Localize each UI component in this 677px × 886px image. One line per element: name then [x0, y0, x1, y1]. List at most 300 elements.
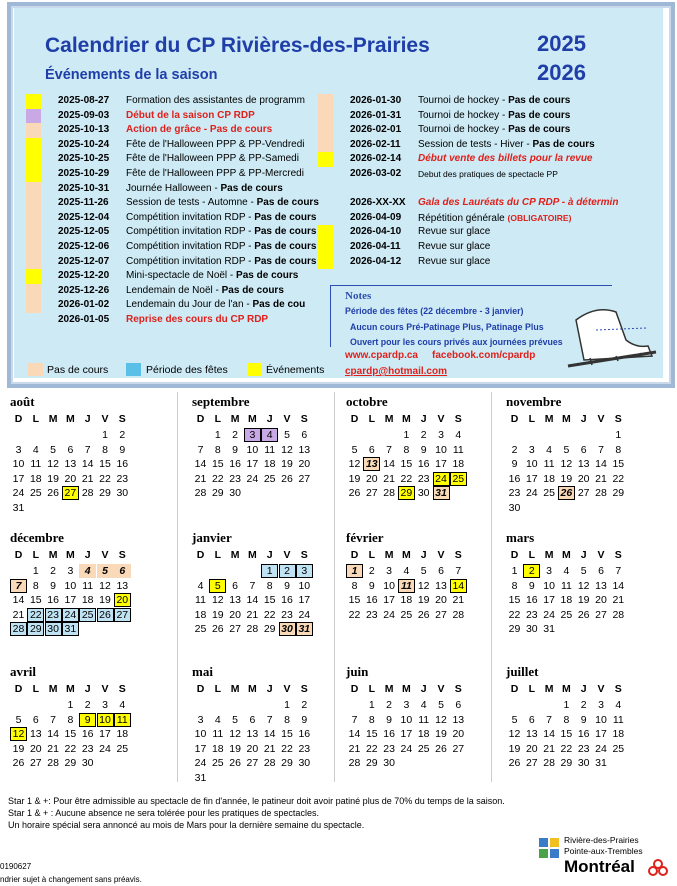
day-cell: 9: [232, 443, 239, 456]
weekday-header: S: [300, 413, 308, 425]
day-cell: 15: [348, 594, 361, 607]
day-cell: 15: [560, 728, 573, 741]
legend-holidays: Période des fêtes: [146, 364, 228, 376]
day-cell: 6: [438, 565, 444, 577]
day-cell: 31: [433, 486, 450, 500]
day-cell: 6: [232, 579, 239, 592]
day-cell: 13: [29, 728, 42, 741]
day-cell: 11: [114, 713, 131, 727]
day-cell: 24: [12, 487, 25, 500]
event-marker: [26, 211, 41, 226]
day-cell: 4: [79, 564, 96, 578]
event-marker: [318, 211, 333, 226]
event-no-class-note: Pas de cours: [254, 255, 317, 267]
weekday-header: M: [402, 413, 411, 425]
event-row: [318, 182, 628, 197]
day-cell: 28: [612, 608, 625, 621]
day-cell: 16: [81, 728, 94, 741]
day-cell: 5: [511, 713, 518, 726]
event-no-class-note: Pas de cou: [252, 299, 306, 311]
event-text: Formation des assistantes de programm: [126, 95, 305, 106]
weekday-header: V: [283, 549, 291, 561]
day-cell: 11: [543, 458, 555, 471]
facebook-link[interactable]: facebook.com/cpardp: [432, 350, 536, 361]
weekday-header: V: [101, 549, 109, 561]
day-cell: 22: [27, 608, 44, 622]
weekday-header: D: [510, 549, 519, 561]
day-cell: 21: [452, 594, 465, 607]
year-end: 2026: [537, 60, 586, 85]
event-date: 2026-04-10: [350, 226, 402, 238]
day-cell: 21: [81, 472, 94, 485]
weekday-header: M: [48, 413, 58, 425]
day-cell: 2: [386, 699, 393, 711]
day-cell: 6: [580, 443, 587, 456]
weekday-header: M: [562, 549, 571, 561]
day-cell: 12: [47, 458, 59, 471]
day-cell: 22: [281, 742, 293, 755]
day-cell: 19: [99, 594, 111, 607]
event-no-class-note: Pas de cours: [254, 211, 317, 223]
event-row: [26, 182, 336, 197]
event-row: [26, 167, 336, 182]
day-cell: 10: [525, 458, 538, 471]
day-cell: 21: [12, 608, 25, 621]
day-cell: 8: [511, 579, 518, 592]
day-cell: 14: [263, 728, 276, 741]
day-cell: 6: [301, 429, 308, 441]
weekday-header: S: [454, 549, 462, 561]
event-row: [26, 284, 336, 299]
weekday-header: D: [196, 413, 205, 425]
day-cell: 14: [47, 728, 59, 741]
weekday-header: M: [66, 549, 75, 561]
day-cell: 3: [598, 699, 604, 711]
day-cell: 19: [577, 594, 590, 607]
event-marker: [318, 225, 333, 240]
day-cell: 18: [116, 728, 129, 741]
day-cell: 30: [383, 757, 395, 770]
event-marker: [26, 313, 41, 328]
day-cell: 29: [612, 487, 625, 500]
footer-note-3: Un horaire spécial sera annoncé au mois de Mars pour la dernière semaine du spectacle.: [8, 820, 365, 830]
day-cell: 27: [229, 623, 241, 636]
day-cell: 4: [119, 699, 126, 711]
day-cell: 30: [81, 757, 94, 770]
day-cell: 27: [435, 608, 447, 621]
day-cell: 3: [15, 443, 22, 456]
day-cell: 11: [212, 728, 224, 741]
day-cell: 2: [580, 699, 587, 711]
day-cell: 28: [81, 487, 94, 500]
day-cell: 20: [29, 742, 42, 755]
legend-swatch-holidays: [126, 363, 141, 376]
day-cell: 2: [420, 429, 427, 441]
event-row: [26, 94, 336, 109]
event-description: [126, 298, 326, 313]
event-date: 2026-02-14: [350, 153, 402, 165]
day-cell: 27: [365, 487, 378, 500]
day-cell: 22: [64, 742, 77, 755]
day-cell: 26: [281, 472, 293, 485]
weekday-header: M: [562, 413, 571, 425]
day-cell: 25: [263, 472, 276, 485]
day-cell: 15: [508, 594, 521, 607]
weekday-header: S: [614, 683, 622, 695]
event-text: Répétition générale: [418, 212, 508, 224]
day-cell: 11: [264, 443, 276, 456]
day-cell: 13: [452, 713, 465, 726]
day-cell: 9: [50, 579, 57, 592]
day-cell: 1: [67, 699, 74, 711]
day-cell: 30: [229, 487, 241, 500]
day-cell: 5: [580, 565, 587, 577]
day-cell: 18: [263, 458, 276, 471]
day-cell: 16: [281, 594, 293, 607]
day-cell: 25: [543, 487, 555, 500]
day-cell: 7: [455, 565, 462, 577]
weekday-header: L: [214, 413, 221, 425]
event-date: 2025-12-06: [58, 240, 110, 252]
day-cell: 11: [452, 443, 464, 456]
event-text: Journée Halloween -: [126, 182, 221, 194]
day-cell: 21: [348, 742, 361, 755]
day-cell: 5: [15, 713, 22, 726]
event-mandatory-note: (OBLIGATOIRE): [507, 212, 572, 223]
day-cell: 7: [50, 713, 57, 726]
footer-code: 0190627: [0, 862, 32, 871]
event-description: [126, 123, 326, 138]
day-cell: 23: [116, 472, 129, 485]
weekday-header: M: [66, 683, 75, 695]
weekday-header: D: [510, 683, 519, 695]
event-text: Lendemain du Jour de l'an -: [126, 299, 253, 311]
day-cell: 19: [47, 472, 59, 485]
day-cell: 9: [79, 713, 96, 727]
day-cell: 7: [10, 579, 27, 593]
day-cell: 26: [417, 608, 430, 621]
event-marker: [26, 240, 41, 255]
day-cell: 20: [595, 594, 607, 607]
day-cell: 13: [595, 579, 607, 592]
event-date: 2026-01-05: [58, 313, 110, 325]
skate-icon: [556, 300, 666, 380]
event-no-class-note: Pas de cours: [532, 138, 595, 150]
event-no-class-note: Pas de cours: [508, 95, 571, 106]
day-cell: 16: [365, 594, 378, 607]
event-text: Gala des Lauréats du CP RDP - à détermin: [418, 197, 618, 209]
weekday-header: S: [118, 413, 126, 425]
day-cell: 2: [50, 565, 57, 577]
event-description: [126, 152, 326, 167]
website-link[interactable]: www.cpardp.ca: [345, 350, 418, 361]
day-cell: 23: [298, 742, 311, 755]
weekday-header: L: [368, 549, 375, 561]
event-marker: [26, 109, 41, 124]
weekday-header: S: [614, 413, 622, 425]
day-cell: 4: [214, 713, 221, 726]
day-cell: 8: [368, 713, 375, 726]
day-cell: 27: [525, 757, 538, 770]
event-marker: [318, 167, 333, 182]
day-cell: 30: [45, 622, 62, 636]
day-cell: 25: [417, 742, 430, 755]
day-cell: 22: [99, 472, 111, 485]
footer-note-1: Star 1 & +: Pour être admissible au spectacle de fin d'année, le patineur doit avoir patiné plus de 70% du temps de la saison.: [8, 796, 505, 806]
day-cell: 4: [197, 579, 204, 592]
event-date: 2025-12-05: [58, 226, 110, 238]
day-cell: 13: [64, 458, 77, 471]
logo-city: Montréal: [564, 857, 635, 876]
day-cell: 20: [114, 593, 131, 607]
event-date: 2026-04-11: [350, 240, 401, 252]
day-cell: 21: [383, 472, 395, 485]
weekday-header: D: [350, 549, 359, 561]
event-marker: [26, 182, 41, 197]
day-cell: 17: [383, 594, 395, 607]
day-cell: 9: [284, 579, 290, 592]
weekday-header: J: [84, 413, 91, 425]
weekday-header: J: [420, 549, 427, 561]
day-cell: 5: [284, 429, 290, 441]
day-cell: 9: [119, 443, 126, 456]
weekday-header: M: [384, 413, 394, 425]
day-cell: 16: [229, 458, 241, 471]
day-cell: 21: [246, 608, 259, 621]
event-description: [126, 94, 326, 109]
month-5: [192, 530, 342, 636]
event-text: Reprise des cours du CP RDP: [126, 313, 269, 325]
event-row: [318, 196, 628, 211]
day-cell: 27: [452, 742, 465, 755]
day-cell: 24: [383, 608, 395, 621]
day-cell: 1: [214, 429, 221, 441]
day-cell: 3: [102, 699, 108, 711]
event-row: [26, 109, 336, 124]
day-cell: 24: [62, 608, 79, 622]
day-cell: 20: [435, 594, 447, 607]
event-text: Tournoi de hockey -: [418, 124, 509, 136]
weekday-header: S: [300, 549, 308, 561]
event-description: [418, 240, 618, 255]
day-cell: 25: [116, 742, 129, 755]
day-cell: 17: [435, 458, 447, 471]
montreal-logo: [538, 835, 668, 880]
day-cell: 8: [615, 443, 622, 456]
day-cell: 30: [417, 487, 430, 500]
day-cell: 25: [450, 472, 467, 486]
day-cell: 13: [577, 458, 590, 471]
day-cell: 6: [249, 713, 256, 726]
month-0: [10, 394, 160, 514]
day-cell: 11: [612, 713, 624, 726]
day-cell: 17: [246, 458, 259, 471]
day-cell: 20: [365, 472, 378, 485]
day-cell: 7: [266, 713, 273, 726]
event-row: [26, 211, 336, 226]
day-cell: 28: [543, 757, 555, 770]
day-cell: 12: [508, 728, 521, 741]
event-date: 2025-09-03: [58, 109, 110, 121]
event-row: [318, 225, 628, 240]
day-cell: 6: [114, 564, 131, 578]
day-cell: 21: [595, 472, 607, 485]
day-cell: 31: [62, 622, 79, 636]
day-cell: 3: [403, 699, 410, 711]
day-cell: 17: [64, 594, 77, 607]
day-cell: 8: [403, 443, 410, 456]
month-3: [506, 394, 656, 514]
day-cell: 28: [10, 622, 27, 636]
weekday-header: J: [84, 549, 91, 561]
event-date: 2026-03-02: [350, 167, 402, 179]
event-description: [418, 225, 618, 240]
day-cell: 23: [45, 608, 62, 622]
event-marker: [26, 298, 41, 313]
event-description: [126, 182, 326, 197]
day-cell: 5: [209, 579, 226, 593]
day-cell: 18: [560, 594, 573, 607]
day-cell: 24: [595, 742, 607, 755]
day-cell: 2: [84, 699, 91, 711]
day-cell: 19: [560, 472, 573, 485]
day-cell: 17: [595, 728, 607, 741]
day-cell: 8: [351, 579, 358, 592]
day-cell: 26: [211, 623, 224, 636]
day-cell: 3: [296, 564, 313, 578]
day-cell: 20: [452, 728, 465, 741]
event-date: 2025-12-26: [58, 284, 110, 296]
day-cell: 8: [67, 713, 74, 726]
day-cell: 13: [435, 579, 447, 592]
email-link[interactable]: cpardp@hotmail.com: [345, 366, 447, 377]
day-cell: 19: [12, 742, 25, 755]
event-text: Début de la saison CP RDP: [126, 109, 255, 121]
event-text: Fête de l'Halloween PPP & PP-Samedi: [126, 153, 299, 165]
day-cell: 1: [32, 565, 39, 577]
day-cell: 3: [244, 428, 261, 442]
event-description: [126, 138, 326, 153]
event-description: [418, 152, 618, 167]
day-cell: 23: [525, 608, 538, 621]
day-cell: 31: [12, 502, 25, 514]
weekday-header: S: [454, 683, 462, 695]
day-cell: 2: [301, 699, 308, 711]
day-cell: 10: [543, 579, 555, 592]
day-cell: 18: [543, 472, 555, 485]
weekday-header: L: [32, 683, 39, 695]
month-4: [10, 530, 160, 636]
day-cell: 17: [99, 728, 111, 741]
day-cell: 29: [560, 757, 573, 770]
day-cell: 10: [97, 713, 114, 727]
day-cell: 10: [246, 443, 259, 456]
day-cell: 12: [577, 579, 590, 592]
day-cell: 25: [79, 608, 96, 622]
day-cell: 26: [508, 757, 521, 770]
weekday-header: V: [597, 683, 605, 695]
day-cell: 2: [511, 443, 518, 456]
day-cell: 17: [12, 472, 25, 485]
weekday-header: J: [580, 549, 587, 561]
event-marker: [26, 255, 41, 270]
weekday-header: V: [597, 413, 605, 425]
month-name: mars: [506, 530, 535, 545]
day-cell: 15: [612, 458, 625, 471]
month-6: [346, 530, 496, 621]
legend-swatch-no-class: [28, 363, 43, 376]
day-cell: 9: [580, 713, 587, 726]
event-text: Session de tests - Automne -: [126, 197, 257, 209]
day-cell: 6: [598, 565, 604, 577]
day-cell: 10: [64, 579, 77, 592]
day-cell: 8: [32, 579, 39, 592]
event-no-class-note: Pas de cours: [220, 182, 283, 194]
event-no-class-note: Pas de cours: [254, 240, 317, 252]
event-row: [318, 123, 628, 138]
day-cell: 19: [211, 608, 224, 621]
day-cell: 9: [386, 713, 393, 726]
footer-note-2: Star 1 & + : Aucune absence ne sera tolérée pour les pratiques de spectacles.: [8, 808, 319, 818]
day-cell: 30: [525, 623, 538, 636]
day-cell: 10: [298, 579, 311, 592]
weekday-header: M: [384, 549, 394, 561]
day-cell: 13: [363, 457, 380, 471]
event-text: Fête de l'Halloween PPP & PP-Vendredi: [126, 138, 305, 150]
day-cell: 7: [386, 443, 393, 456]
day-cell: 9: [528, 579, 535, 592]
day-cell: 29: [508, 623, 521, 636]
day-cell: 29: [281, 757, 293, 770]
event-row: [26, 240, 336, 255]
event-text: Début vente des billets pour la revue: [418, 153, 593, 165]
month-9: [192, 664, 342, 784]
day-cell: 11: [30, 458, 42, 471]
month-name: octobre: [346, 394, 388, 409]
day-cell: 24: [99, 742, 111, 755]
day-cell: 28: [383, 487, 395, 500]
day-cell: 14: [246, 594, 259, 607]
logo-borough-2: Pointe-aux-Trembles: [564, 846, 643, 856]
day-cell: 18: [81, 594, 94, 607]
day-cell: 10: [400, 713, 413, 726]
event-row: [26, 196, 336, 211]
event-no-class-note: Pas de cours: [221, 284, 284, 296]
day-cell: 16: [577, 728, 590, 741]
day-cell: 21: [612, 594, 625, 607]
month-11: [506, 664, 656, 770]
year-start: 2025: [537, 31, 586, 56]
day-cell: 1: [346, 564, 363, 578]
day-cell: 14: [12, 594, 25, 607]
weekday-header: L: [368, 413, 375, 425]
notes-line-2: Aucun cours Pré-Patinage Plus, Patinage Plus: [350, 322, 544, 332]
day-cell: 12: [417, 579, 430, 592]
month-7: [506, 530, 656, 636]
event-date: 2026-01-30: [350, 95, 402, 106]
day-cell: 3: [528, 443, 535, 456]
weekday-header: M: [230, 413, 240, 425]
weekday-header: V: [101, 413, 109, 425]
weekday-header: J: [266, 413, 273, 425]
day-cell: 8: [563, 713, 570, 726]
weekday-header: M: [402, 549, 411, 561]
day-cell: 28: [263, 757, 276, 770]
day-cell: 27: [29, 757, 42, 770]
day-cell: 22: [263, 608, 276, 621]
day-cell: 28: [348, 757, 361, 770]
day-cell: 30: [577, 757, 590, 770]
